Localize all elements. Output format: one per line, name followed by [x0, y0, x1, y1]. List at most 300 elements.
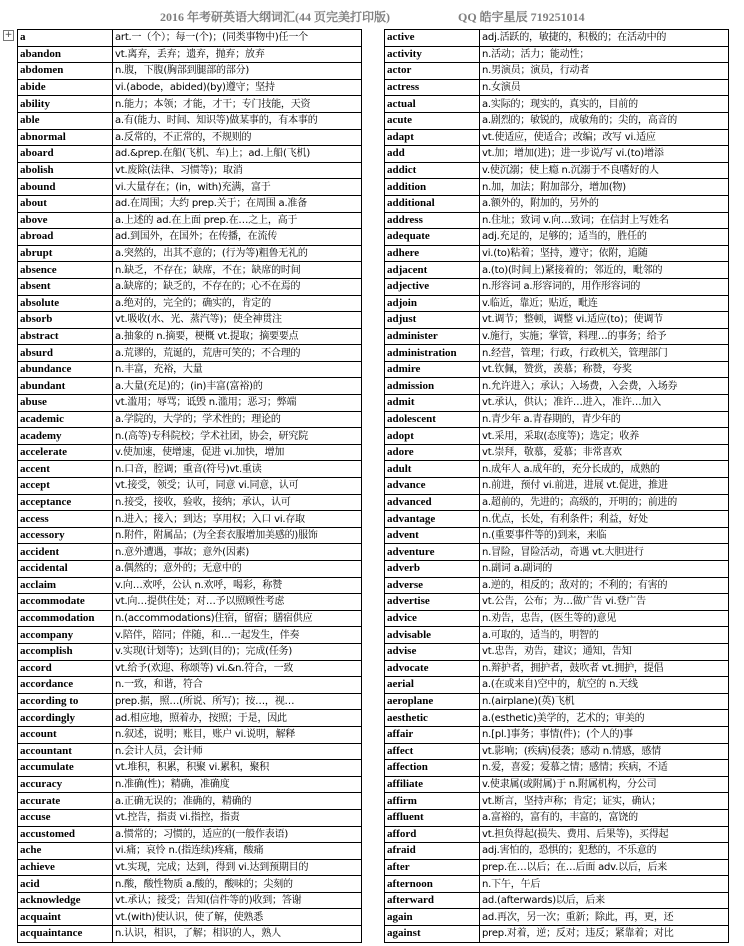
vocab-word: affection: [385, 760, 480, 777]
vocab-definition: vt.影响；(疾病)侵袭；感动 n.情感，感情: [480, 743, 729, 760]
vocab-row: [18, 892, 362, 909]
vocab-row: [385, 677, 729, 694]
vocab-definition: n.一致，和谐，符合: [113, 677, 362, 694]
vocab-word: accordingly: [18, 710, 113, 727]
vocab-definition: n.下午，午后: [480, 876, 729, 893]
vocab-word: advertise: [385, 594, 480, 611]
vocab-definition: a.剧烈的；敏锐的，成敏角的；尖的，高音的: [480, 112, 729, 129]
vocab-row: [18, 395, 362, 412]
vocab-row: [18, 444, 362, 461]
vocab-definition: ad.&prep.在船(飞机、车)上；ad.上船(飞机): [113, 146, 362, 163]
vocab-row: [385, 643, 729, 660]
vocab-definition: v.向…欢呼，公认 n.欢呼，喝彩，称赞: [113, 577, 362, 594]
vocab-word: adult: [385, 461, 480, 478]
vocab-row: [385, 776, 729, 793]
vocab-row: [18, 79, 362, 96]
vocab-row: [385, 411, 729, 428]
vocab-definition: n.副词 a.副词的: [480, 561, 729, 578]
vocab-row: [18, 411, 362, 428]
vocab-word: aeroplane: [385, 693, 480, 710]
vocab-definition: n.(重要事件等的)到来，来临: [480, 527, 729, 544]
vocab-word: able: [18, 112, 113, 129]
vocab-word: advanced: [385, 494, 480, 511]
vocab-definition: art.一（个）；每一(个)；(同类事物中)任一个: [113, 30, 362, 47]
vocab-word: acquaintance: [18, 926, 113, 943]
vocab-row: [18, 909, 362, 926]
vocab-row: [18, 743, 362, 760]
vocab-definition: n.接受，接收，验收，接纳；承认，认可: [113, 494, 362, 511]
vocab-word: adjust: [385, 312, 480, 329]
vocab-word: acid: [18, 876, 113, 893]
vocab-definition: a.绝对的，完全的；确实的，肯定的: [113, 295, 362, 312]
vocab-word: additional: [385, 195, 480, 212]
vocab-word: after: [385, 859, 480, 876]
vocab-word: adjective: [385, 278, 480, 295]
vocab-row: [385, 345, 729, 362]
vocab-word: accompany: [18, 627, 113, 644]
vocab-row: [18, 96, 362, 113]
vocab-row: [385, 561, 729, 578]
vocab-row: [18, 594, 362, 611]
vocab-word: according to: [18, 693, 113, 710]
vocab-row: [385, 527, 729, 544]
vocab-word: abdomen: [18, 63, 113, 80]
vocab-row: [385, 179, 729, 196]
vocab-row: [18, 793, 362, 810]
vocab-row: [385, 760, 729, 777]
vocab-row: [385, 494, 729, 511]
vocab-row: [385, 478, 729, 495]
vocab-word: advisable: [385, 627, 480, 644]
vocab-word: abide: [18, 79, 113, 96]
vocab-table-right: [384, 29, 729, 943]
vocab-definition: vt.断言，坚持声称；肯定；证实，确认；: [480, 793, 729, 810]
vocab-definition: n.形容词 a.形容词的，用作形容词的: [480, 278, 729, 295]
vocab-row: [385, 444, 729, 461]
vocab-word: accurate: [18, 793, 113, 810]
vocab-word: add: [385, 146, 480, 163]
vocab-definition: a.富裕的，富有的，丰富的，富饶的: [480, 809, 729, 826]
vocab-row: [385, 710, 729, 727]
vocab-word: addition: [385, 179, 480, 196]
vocab-word: acclaim: [18, 577, 113, 594]
vocab-row: [385, 312, 729, 329]
vocab-definition: n.青少年 a.青春期的，青少年的: [480, 411, 729, 428]
vocab-definition: n.[pl.]事务；事情(件)；(个人的)事: [480, 726, 729, 743]
vocab-row: [18, 262, 362, 279]
vocab-word: address: [385, 212, 480, 229]
vocab-row: [18, 809, 362, 826]
vocab-word: afford: [385, 826, 480, 843]
vocab-definition: n.冒险，冒险活动，奇遇 vt.大胆进行: [480, 544, 729, 561]
vocab-definition: a.有(能力、时间、知识等)做某事的，有本事的: [113, 112, 362, 129]
vocab-row: [18, 843, 362, 860]
vocab-word: above: [18, 212, 113, 229]
vocab-word: accuracy: [18, 776, 113, 793]
vocab-row: [18, 527, 362, 544]
vocab-word: access: [18, 511, 113, 528]
vocab-row: [385, 876, 729, 893]
vocab-row: [18, 660, 362, 677]
vocab-row: [385, 693, 729, 710]
vocab-definition: a.抽象的 n.摘要，梗概 vt.提取；摘要要点: [113, 328, 362, 345]
vocab-word: acceptance: [18, 494, 113, 511]
vocab-definition: ad.到国外，在国外；在传播，在流传: [113, 229, 362, 246]
vocab-definition: vt.忠告，劝告，建议；通知，告知: [480, 643, 729, 660]
vocab-definition: vt.承认，供认；准许…进入，准许…加入: [480, 395, 729, 412]
vocab-word: advance: [385, 478, 480, 495]
vocab-word: adventure: [385, 544, 480, 561]
vocab-row: [385, 46, 729, 63]
vocab-word: accident: [18, 544, 113, 561]
header-title: 2016 年考研英语大纲词汇(44 页完美打印版): [160, 10, 390, 24]
vocab-definition: n.进入；接入；到达；享用权；入口 vi.存取: [113, 511, 362, 528]
vocab-row: [385, 909, 729, 926]
vocab-definition: v.使加速，使增速，促进 vi.加快，增加: [113, 444, 362, 461]
vocab-definition: n.优点，长处，有利条件；利益，好处: [480, 511, 729, 528]
vocab-definition: vt.控告，指责 vi.指控，指责: [113, 809, 362, 826]
vocab-row: [385, 395, 729, 412]
vocab-definition: n.(airplane)(英)飞机: [480, 693, 729, 710]
vocab-definition: n.加，加法；附加部分，增加(物): [480, 179, 729, 196]
vocab-row: [385, 726, 729, 743]
vocab-word: about: [18, 195, 113, 212]
vocab-word: advise: [385, 643, 480, 660]
vocab-word: absorb: [18, 312, 113, 329]
vocab-word: admission: [385, 378, 480, 395]
vocab-word: advocate: [385, 660, 480, 677]
vocab-row: [18, 46, 362, 63]
vocab-word: active: [385, 30, 480, 47]
vocab-definition: a.偶然的；意外的；无意中的: [113, 561, 362, 578]
vocab-definition: vt.实现，完成；达到，得到 vi.达到预期目的: [113, 859, 362, 876]
vocab-definition: n.劝告，忠告，(医生等的)意见: [480, 610, 729, 627]
vocab-word: ache: [18, 843, 113, 860]
vocab-row: [385, 229, 729, 246]
vocab-word: actual: [385, 96, 480, 113]
vocab-definition: a.(to)(时间上)紧接着的；邻近的，毗邻的: [480, 262, 729, 279]
vocab-word: adjoin: [385, 295, 480, 312]
vocab-word: accept: [18, 478, 113, 495]
vocab-word: accumulate: [18, 760, 113, 777]
vocab-definition: vt.崇拜，敬慕，爱慕；非常喜欢: [480, 444, 729, 461]
vocab-definition: prep.对着，逆；反对；违反；紧靠着；对比: [480, 926, 729, 943]
vocab-word: academic: [18, 411, 113, 428]
vocab-definition: n.腹，下腹(胸部到腿部的部分): [113, 63, 362, 80]
vocab-definition: a.荒谬的，荒诞的，荒唐可笑的；不合理的: [113, 345, 362, 362]
vocab-word: actress: [385, 79, 480, 96]
vocab-definition: vt.使适应，使适合；改编；改写 vi.适应: [480, 129, 729, 146]
vocab-row: [18, 776, 362, 793]
vocab-word: absent: [18, 278, 113, 295]
vocab-row: [385, 428, 729, 445]
vocab-row: [18, 826, 362, 843]
vocab-definition: a.(esthetic)美学的，艺术的；审美的: [480, 710, 729, 727]
vocab-word: adverse: [385, 577, 480, 594]
vocab-row: [385, 195, 729, 212]
vocab-definition: a.正确无误的；准确的，精确的: [113, 793, 362, 810]
vocab-word: accessory: [18, 527, 113, 544]
vocab-row: [385, 112, 729, 129]
vocab-definition: n.(accommodations)住宿，留宿；膳宿供应: [113, 610, 362, 627]
vocab-row: [18, 278, 362, 295]
vocab-row: [18, 112, 362, 129]
vocab-word: accordance: [18, 677, 113, 694]
vocab-word: again: [385, 909, 480, 926]
vocab-definition: n.酸，酸性物质 a.酸的，酸味的；尖刻的: [113, 876, 362, 893]
move-handle-icon[interactable]: +: [4, 30, 13, 40]
vocab-row: [385, 245, 729, 262]
vocab-row: [385, 361, 729, 378]
vocab-word: affluent: [385, 809, 480, 826]
vocab-word: adore: [385, 444, 480, 461]
vocab-row: [18, 312, 362, 329]
vocab-definition: vi.痛；哀怜 n.(指连续)疼痛，酸痛: [113, 843, 362, 860]
vocab-word: acknowledge: [18, 892, 113, 909]
vocab-row: [385, 30, 729, 47]
vocab-row: [18, 129, 362, 146]
vocab-row: [385, 278, 729, 295]
vocab-definition: n.爱，喜爱；爱慕之情；感情；疾病，不适: [480, 760, 729, 777]
vocab-row: [385, 577, 729, 594]
vocab-row: [385, 843, 729, 860]
vocab-definition: a.上述的 ad.在上面 prep.在…之上，高于: [113, 212, 362, 229]
vocab-word: abandon: [18, 46, 113, 63]
vocab-definition: prep.在…以后；在…后面 adv.以后，后来: [480, 859, 729, 876]
vocab-definition: vt.采用，采取(态度等)；选定；收养: [480, 428, 729, 445]
vocab-word: a: [18, 30, 113, 47]
vocab-word: admire: [385, 361, 480, 378]
vocab-word: addict: [385, 162, 480, 179]
vocab-row: [18, 577, 362, 594]
vocab-definition: n.成年人 a.成年的，充分长成的，成熟的: [480, 461, 729, 478]
vocab-word: affect: [385, 743, 480, 760]
vocab-definition: n.活动；活力；能动性；: [480, 46, 729, 63]
vocab-word: afraid: [385, 843, 480, 860]
vocab-definition: a.学院的，大学的；学术性的；理论的: [113, 411, 362, 428]
vocab-definition: adj.充足的，足够的；适当的，胜任的: [480, 229, 729, 246]
vocab-row: [18, 345, 362, 362]
vocab-definition: vi.(to)粘着；坚持，遵守；依附，追随: [480, 245, 729, 262]
vocab-word: accommodation: [18, 610, 113, 627]
vocab-word: accustomed: [18, 826, 113, 843]
vocab-word: abrupt: [18, 245, 113, 262]
vocab-definition: vi.(abode，abided)(by)遵守；坚持: [113, 79, 362, 96]
vocab-row: [385, 660, 729, 677]
vocab-definition: n.缺乏，不存在；缺席，不在；缺席的时间: [113, 262, 362, 279]
vocab-row: [385, 295, 729, 312]
vocab-word: affiliate: [385, 776, 480, 793]
vocab-definition: v.施行，实施；掌管，料理…的事务；给予: [480, 328, 729, 345]
vocab-definition: adj.活跃的，敏捷的，积极的；在活动中的: [480, 30, 729, 47]
page-header: [0, 8, 744, 26]
vocab-definition: prep.据，照…(所说、所写)；按…，视…: [113, 693, 362, 710]
vocab-word: accuse: [18, 809, 113, 826]
vocab-definition: n.允许进入；承认；入场费，入会费，入场券: [480, 378, 729, 395]
vocab-row: [385, 96, 729, 113]
vocab-row: [385, 859, 729, 876]
vocab-definition: a.突然的，出其不意的；(行为等)粗鲁无礼的: [113, 245, 362, 262]
vocab-word: acute: [385, 112, 480, 129]
header-contact: QQ 皓宇星辰 719251014: [458, 10, 585, 24]
vocab-definition: vt.堆积，积累，积聚 vi.累积，聚积: [113, 760, 362, 777]
vocab-definition: vt.担负得起(损失、费用、后果等)，买得起: [480, 826, 729, 843]
vocab-word: aerial: [385, 677, 480, 694]
vocab-definition: n.附件，附属品；(为全套衣服增加美感的)服饰: [113, 527, 362, 544]
vocab-word: abundance: [18, 361, 113, 378]
vocab-word: accent: [18, 461, 113, 478]
vocab-row: [18, 428, 362, 445]
vocab-row: [18, 245, 362, 262]
vocab-row: [18, 461, 362, 478]
vocab-definition: a.超前的，先进的；高级的，开明的；前进的: [480, 494, 729, 511]
vocab-row: [18, 726, 362, 743]
vocab-row: [18, 146, 362, 163]
vocab-definition: ad.(afterwards)以后，后来: [480, 892, 729, 909]
vocab-word: ability: [18, 96, 113, 113]
vocab-word: accelerate: [18, 444, 113, 461]
vocab-word: abundant: [18, 378, 113, 395]
vocab-row: [18, 179, 362, 196]
vocab-row: [385, 262, 729, 279]
vocab-definition: vt.给予(欢迎、称颂等) vi.&n.符合，一致: [113, 660, 362, 677]
vocab-definition: n.准确(性)；精确，准确度: [113, 776, 362, 793]
vocab-word: administration: [385, 345, 480, 362]
vocab-row: [18, 212, 362, 229]
vocab-row: [385, 461, 729, 478]
vocab-row: [385, 328, 729, 345]
vocab-definition: ad.再次，另一次；重新；除此，再，更，还: [480, 909, 729, 926]
vocab-word: adapt: [385, 129, 480, 146]
vocab-word: aboard: [18, 146, 113, 163]
vocab-word: aesthetic: [385, 710, 480, 727]
vocab-word: adopt: [385, 428, 480, 445]
vocab-definition: vt.承认；接受；告知(信件等的)收到；答谢: [113, 892, 362, 909]
vocab-word: achieve: [18, 859, 113, 876]
vocab-row: [18, 162, 362, 179]
vocab-row: [385, 610, 729, 627]
vocab-row: [385, 162, 729, 179]
vocab-word: account: [18, 726, 113, 743]
vocab-definition: adj.害怕的，恐惧的；犯愁的，不乐意的: [480, 843, 729, 860]
vocab-word: accord: [18, 660, 113, 677]
vocab-definition: n.口音，腔调；重音(符号)vt.重读: [113, 461, 362, 478]
vocab-row: [18, 710, 362, 727]
vocab-word: admit: [385, 395, 480, 412]
vocab-definition: n.住址；致词 v.向…致词；在信封上写姓名: [480, 212, 729, 229]
vocab-definition: vt.向…提供住处；对…予以照顾性考虑: [113, 594, 362, 611]
vocab-definition: vt.加；增加(进)；进一步说/写 vi.(to)增添: [480, 146, 729, 163]
vocab-definition: ad.在周围；大约 prep.关于；在周围 a.准备: [113, 195, 362, 212]
vocab-definition: a.(在或来自)空中的，航空的 n.天线: [480, 677, 729, 694]
vocab-definition: vt.(with)使认识，使了解，使熟悉: [113, 909, 362, 926]
vocab-definition: vi.大量存在；(in，with)充满，富于: [113, 179, 362, 196]
vocab-word: abnormal: [18, 129, 113, 146]
vocab-definition: n.男演员；演员，行动者: [480, 63, 729, 80]
vocab-definition: a.缺席的；缺乏的，不存在的；心不在焉的: [113, 278, 362, 295]
vocab-row: [385, 146, 729, 163]
vocab-word: advantage: [385, 511, 480, 528]
vocab-row: [18, 30, 362, 47]
vocab-row: [385, 511, 729, 528]
vocab-word: accidental: [18, 561, 113, 578]
vocab-row: [18, 643, 362, 660]
vocab-row: [18, 693, 362, 710]
vocab-row: [18, 677, 362, 694]
vocab-definition: vt.滥用；辱骂；诋毁 n.滥用；恶习；弊端: [113, 395, 362, 412]
vocab-definition: vt.调节；整顿，调整 vi.适应(to)；使调节: [480, 312, 729, 329]
vocab-definition: ad.相应地，照着办，按照；于是，因此: [113, 710, 362, 727]
vocab-definition: n.女演员: [480, 79, 729, 96]
vocab-definition: v.使隶属(或附属)于 n.附属机构，分公司: [480, 776, 729, 793]
vocab-word: abstract: [18, 328, 113, 345]
vocab-row: [385, 826, 729, 843]
vocab-row: [18, 328, 362, 345]
vocab-word: abuse: [18, 395, 113, 412]
vocab-row: [18, 760, 362, 777]
vocab-row: [18, 478, 362, 495]
vocab-row: [385, 809, 729, 826]
vocab-word: accountant: [18, 743, 113, 760]
vocab-word: abroad: [18, 229, 113, 246]
vocab-word: advice: [385, 610, 480, 627]
vocab-row: [18, 627, 362, 644]
vocab-row: [18, 859, 362, 876]
vocab-word: advent: [385, 527, 480, 544]
vocab-definition: n.前进，预付 vi.前进，进展 vt.促进，推进: [480, 478, 729, 495]
vocab-definition: n.能力；本领；才能，才干；专门技能，天资: [113, 96, 362, 113]
vocab-word: affirm: [385, 793, 480, 810]
vocab-definition: n.会计人员，会计师: [113, 743, 362, 760]
vocab-row: [18, 63, 362, 80]
vocab-definition: a.反常的，不正常的，不规则的: [113, 129, 362, 146]
vocab-word: absurd: [18, 345, 113, 362]
vocab-row: [18, 361, 362, 378]
vocab-word: afternoon: [385, 876, 480, 893]
vocab-row: [385, 892, 729, 909]
vocab-word: against: [385, 926, 480, 943]
vocab-definition: a.额外的，附加的，另外的: [480, 195, 729, 212]
vocab-row: [18, 494, 362, 511]
vocab-word: adhere: [385, 245, 480, 262]
vocab-row: [385, 63, 729, 80]
vocab-definition: n.认识，相识，了解；相识的人，熟人: [113, 926, 362, 943]
vocab-word: absence: [18, 262, 113, 279]
vocab-definition: n.经营，管理；行政，行政机关，管理部门: [480, 345, 729, 362]
vocab-row: [385, 594, 729, 611]
vocab-definition: v.实现(计划等)；达到(目的)；完成(任务): [113, 643, 362, 660]
vocab-definition: n.丰富，充裕，大量: [113, 361, 362, 378]
vocab-definition: vt.吸收(水、光、蒸汽等)；使全神贯注: [113, 312, 362, 329]
vocab-definition: a.大量(充足)的；(in)丰富(富裕)的: [113, 378, 362, 395]
vocab-word: administer: [385, 328, 480, 345]
vocab-definition: v.临近，靠近；贴近，毗连: [480, 295, 729, 312]
vocab-row: [385, 79, 729, 96]
vocab-word: abolish: [18, 162, 113, 179]
vocab-definition: vt.公告，公布；为…做广告 vi.登广告: [480, 594, 729, 611]
vocab-word: adequate: [385, 229, 480, 246]
vocab-row: [18, 561, 362, 578]
vocab-word: adverb: [385, 561, 480, 578]
vocab-definition: v.陪伴，陪同；伴随，和…一起发生，伴奏: [113, 627, 362, 644]
vocab-table-left: [17, 29, 362, 943]
vocab-row: [385, 743, 729, 760]
vocab-word: afterward: [385, 892, 480, 909]
vocab-definition: vt.钦佩，赞赏，羡慕；称赞，夸奖: [480, 361, 729, 378]
vocab-word: academy: [18, 428, 113, 445]
vocab-definition: n.辩护者，拥护者，鼓吹者 vt.拥护，提倡: [480, 660, 729, 677]
vocab-definition: vt.废除(法律、习惯等)；取消: [113, 162, 362, 179]
